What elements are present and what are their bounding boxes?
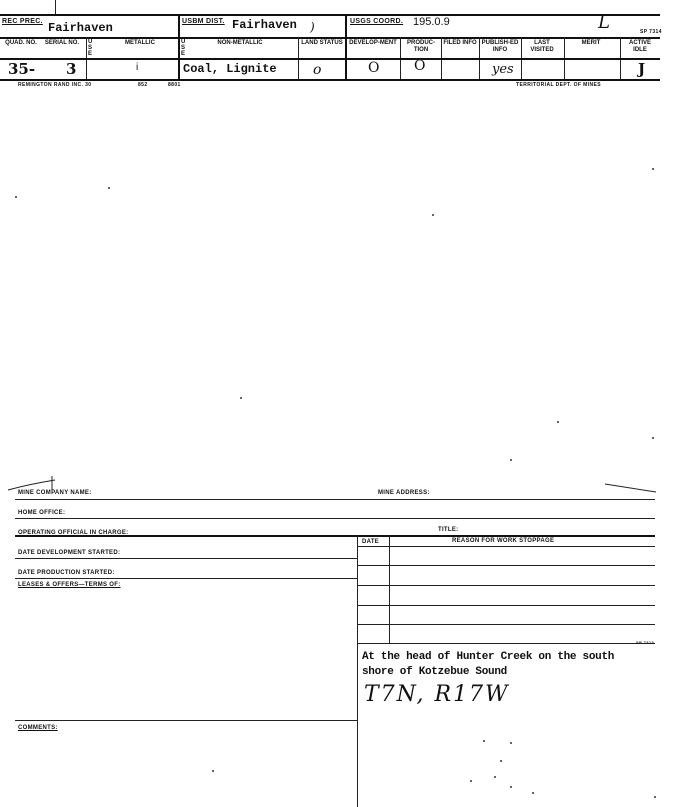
row-line bbox=[357, 643, 655, 644]
col-metallic: METALLIC bbox=[125, 40, 155, 46]
row-line bbox=[15, 720, 357, 721]
speck bbox=[532, 792, 534, 794]
speck bbox=[470, 780, 472, 782]
col-serial-no: SERIAL NO. bbox=[44, 40, 80, 46]
row-line bbox=[15, 535, 655, 537]
speck bbox=[432, 214, 434, 216]
row-line bbox=[15, 558, 357, 559]
operating-official-label: OPERATING OFFICIAL IN CHARGE: bbox=[18, 530, 129, 536]
row-line bbox=[0, 58, 660, 60]
speck bbox=[108, 187, 110, 189]
speck bbox=[500, 760, 502, 762]
row-line bbox=[357, 605, 655, 606]
row-line bbox=[0, 79, 660, 81]
speck bbox=[654, 796, 656, 798]
speck bbox=[557, 421, 559, 423]
bottom-card bbox=[0, 474, 678, 807]
date-col-header: DATE bbox=[362, 539, 380, 545]
comments-label: COMMENTS: bbox=[18, 725, 58, 731]
divider bbox=[345, 14, 347, 37]
col-active-idle: ACTIVE IDLE bbox=[628, 40, 651, 53]
home-office-label: HOME OFFICE: bbox=[18, 510, 66, 516]
speck bbox=[240, 397, 242, 399]
form-code-top: SP 7314 bbox=[640, 29, 662, 35]
row-line bbox=[357, 585, 655, 586]
col-quad-no: QUAD. NO. bbox=[5, 40, 37, 46]
col-merit: MERIT bbox=[581, 40, 601, 46]
reason-col-header: REASON FOR WORK STOPPAGE bbox=[452, 538, 555, 544]
usbm-dist-mark: ) bbox=[310, 20, 315, 34]
rec-prec-value: Fairhaven bbox=[48, 21, 113, 35]
footer-left: REMINGTON RAND INC. 30 bbox=[18, 82, 92, 88]
col-nonmetallic: NON-METALLIC bbox=[217, 40, 263, 46]
leases-label: LEASES & OFFERS—TERMS OF: bbox=[18, 582, 121, 588]
title-label: TITLE: bbox=[438, 527, 459, 533]
production-value: O bbox=[414, 58, 426, 74]
divider bbox=[389, 535, 390, 643]
card-tick bbox=[55, 0, 56, 14]
speck bbox=[652, 168, 654, 170]
divider bbox=[178, 14, 180, 37]
speck bbox=[510, 459, 512, 461]
col-land-status: LAND STATUS bbox=[301, 40, 343, 46]
row-line bbox=[357, 565, 655, 566]
mine-company-label: MINE COMPANY NAME: bbox=[18, 490, 92, 496]
row-line bbox=[357, 624, 655, 625]
hand-mark: L bbox=[598, 12, 610, 33]
date-production-label: DATE PRODUCTION STARTED: bbox=[18, 570, 115, 576]
date-development-label: DATE DEVELOPMENT STARTED: bbox=[18, 550, 121, 556]
footer-mid1: 852 bbox=[138, 82, 148, 88]
quad-no-value: 35- bbox=[8, 60, 36, 78]
speck bbox=[15, 196, 17, 198]
col-use-nonmetallic: U S E bbox=[181, 39, 186, 57]
mine-address-label: MINE ADDRESS: bbox=[378, 490, 430, 496]
footer-right: TERRITORIAL DEPT. OF MINES bbox=[516, 82, 601, 88]
divider bbox=[357, 535, 358, 807]
col-last-visited: LAST VISITED bbox=[530, 40, 554, 53]
speck bbox=[212, 770, 214, 772]
speck bbox=[510, 742, 512, 744]
development-value: O bbox=[368, 60, 380, 76]
township-value: T7N, R17W bbox=[364, 682, 510, 707]
speck bbox=[652, 437, 654, 439]
speck bbox=[494, 776, 496, 778]
speck bbox=[483, 740, 485, 742]
usgs-coord-label: USGS COORD. bbox=[350, 18, 404, 25]
published-info-value: yes bbox=[492, 62, 514, 77]
card-edge bbox=[0, 474, 678, 496]
metallic-value: i bbox=[136, 62, 139, 73]
usbm-dist-label: USBM DIST. bbox=[182, 18, 225, 25]
row-line bbox=[357, 546, 655, 547]
location-line-1: At the head of Hunter Creek on the south bbox=[362, 651, 615, 663]
usgs-coord-value: 195.0.9 bbox=[413, 16, 450, 28]
serial-no-value: 3 bbox=[66, 60, 77, 78]
col-development: DEVELOP-MENT bbox=[349, 40, 397, 46]
row-line bbox=[15, 499, 655, 500]
form-code-bottom: SP 7313 bbox=[636, 640, 655, 645]
usbm-dist-value: Fairhaven bbox=[232, 18, 297, 32]
nonmetallic-value: Coal, Lignite bbox=[183, 62, 277, 76]
active-idle-value: J bbox=[638, 60, 646, 78]
land-status-value: o bbox=[313, 62, 322, 78]
row-line bbox=[15, 578, 357, 579]
col-production: PRODUC-TION bbox=[407, 40, 435, 53]
footer-mid2: 8801 bbox=[168, 82, 181, 88]
row-line bbox=[0, 37, 660, 39]
col-filed-info: FILED INFO bbox=[443, 40, 477, 46]
top-border bbox=[0, 14, 660, 16]
speck bbox=[510, 786, 512, 788]
col-published-info: PUBLISH-ED INFO bbox=[481, 40, 519, 53]
location-line-2: shore of Kotzebue Sound bbox=[362, 666, 507, 678]
top-card bbox=[0, 0, 678, 100]
row-line bbox=[15, 518, 655, 519]
col-use-metallic: U S E bbox=[88, 39, 93, 57]
rec-prec-label: REC PREC. bbox=[2, 18, 43, 25]
